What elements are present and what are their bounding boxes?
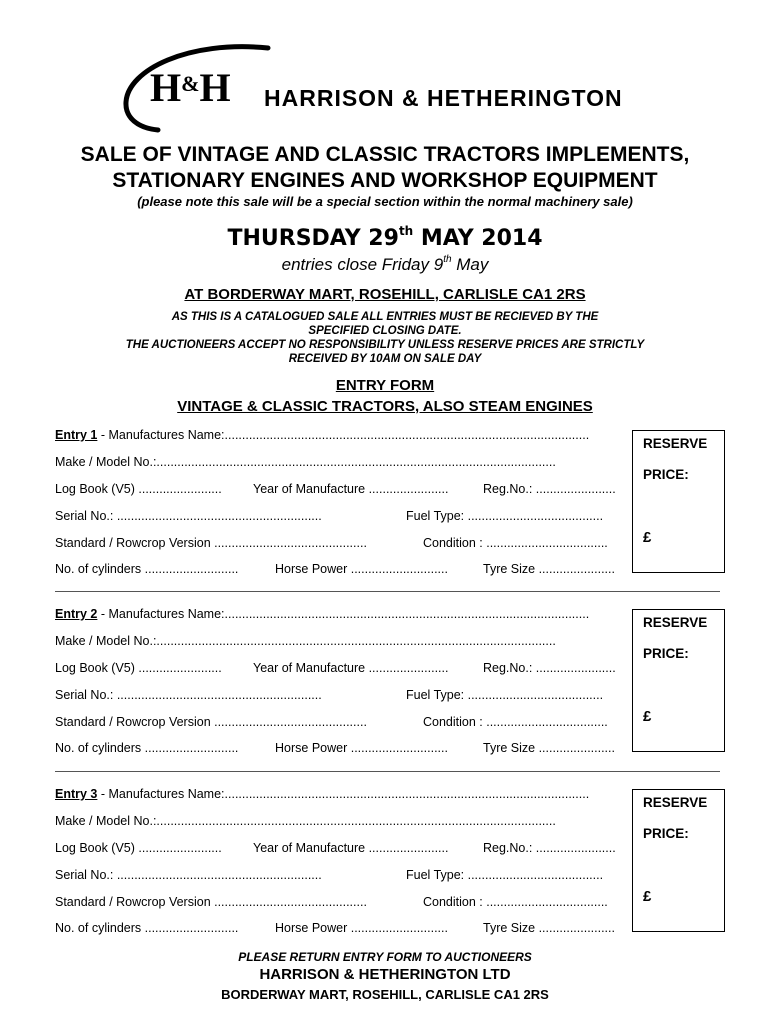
return-instruction: PLEASE RETURN ENTRY FORM TO AUCTIONEERS	[238, 950, 532, 964]
currency-symbol: £	[643, 529, 652, 546]
warning-line-1: AS THIS IS A CATALOGUED SALE ALL ENTRIES MUST BE RECIEVED BY THE	[171, 311, 599, 323]
fuel-field[interactable]: Fuel Type: .......................................	[406, 688, 604, 702]
logbook-field[interactable]: Log Book (V5) ........................	[55, 482, 222, 496]
reserve-label: RESERVE	[643, 615, 708, 630]
logo-company-name: HARRISON & HETHERINGTON	[264, 85, 623, 111]
reserve-price-box[interactable]	[632, 789, 725, 932]
company-logo	[118, 40, 648, 140]
entry-label: Entry 1	[55, 428, 98, 442]
horsepower-field[interactable]: Horse Power ............................	[275, 562, 448, 576]
entry-form-title: ENTRY FORM	[335, 377, 435, 394]
manufacturer-field[interactable]: Entry 2 - Manufactures Name:.........................................................................................................	[55, 607, 590, 621]
year-field[interactable]: Year of Manufacture .......................	[253, 482, 449, 496]
logo-mark: H&H	[150, 65, 230, 110]
serial-field[interactable]: Serial No.: ...........................................................	[55, 509, 322, 523]
condition-field[interactable]: Condition : ...................................	[423, 895, 608, 909]
condition-field[interactable]: Condition : ...................................	[423, 715, 608, 729]
sale-note: (please note this sale will be a special section within the normal machinery sale)	[137, 194, 633, 209]
sale-venue: AT BORDERWAY MART, ROSEHILL, CARLISLE CA1 2RS	[184, 286, 586, 303]
cylinders-field[interactable]: No. of cylinders ...........................	[55, 562, 239, 576]
footer-address: BORDERWAY MART, ROSEHILL, CARLISLE CA1 2RS	[221, 987, 549, 1002]
sale-title-line-2: STATIONARY ENGINES AND WORKSHOP EQUIPMENT	[112, 169, 658, 192]
manufacturer-field[interactable]: Entry 3 - Manufactures Name:.........................................................................................................	[55, 787, 590, 801]
entry-form-subtitle: VINTAGE & CLASSIC TRACTORS, ALSO STEAM ENGINES	[177, 398, 593, 415]
entry-block-1	[55, 428, 725, 598]
warning-line-2: SPECIFIED CLOSING DATE.	[308, 325, 462, 337]
entry-label: Entry 2	[55, 607, 98, 621]
footer-company-name: HARRISON & HETHERINGTON LTD	[259, 966, 511, 983]
price-label: PRICE:	[643, 646, 689, 661]
logbook-field[interactable]: Log Book (V5) ........................	[55, 661, 222, 675]
entry-divider	[55, 591, 720, 592]
tyre-field[interactable]: Tyre Size ......................	[483, 562, 615, 576]
model-field[interactable]: Make / Model No.:...................................................................................................................	[55, 634, 556, 648]
logbook-field[interactable]: Log Book (V5) ........................	[55, 841, 222, 855]
reg-field[interactable]: Reg.No.: .......................	[483, 661, 616, 675]
reg-field[interactable]: Reg.No.: .......................	[483, 841, 616, 855]
reg-field[interactable]: Reg.No.: .......................	[483, 482, 616, 496]
reserve-label: RESERVE	[643, 436, 708, 451]
entry-divider	[55, 771, 720, 772]
serial-field[interactable]: Serial No.: ...........................................................	[55, 688, 322, 702]
model-field[interactable]: Make / Model No.:...................................................................................................................	[55, 455, 556, 469]
condition-field[interactable]: Condition : ...................................	[423, 536, 608, 550]
entries-close-date: entries close Friday 9th May	[281, 254, 489, 274]
year-field[interactable]: Year of Manufacture .......................	[253, 661, 449, 675]
version-field[interactable]: Standard / Rowcrop Version ............................................	[55, 536, 367, 550]
manufacturer-field[interactable]: Entry 1 - Manufactures Name:.........................................................................................................	[55, 428, 590, 442]
fuel-field[interactable]: Fuel Type: .......................................	[406, 509, 604, 523]
fuel-field[interactable]: Fuel Type: .......................................	[406, 868, 604, 882]
warning-line-3: THE AUCTIONEERS ACCEPT NO RESPONSIBILITY UNLESS RESERVE PRICES ARE STRICTLY	[125, 339, 645, 351]
price-label: PRICE:	[643, 467, 689, 482]
serial-field[interactable]: Serial No.: ...........................................................	[55, 868, 322, 882]
tyre-field[interactable]: Tyre Size ......................	[483, 741, 615, 755]
sale-title-line-1: SALE OF VINTAGE AND CLASSIC TRACTORS IMPLEMENTS,	[80, 143, 690, 166]
version-field[interactable]: Standard / Rowcrop Version ............................................	[55, 895, 367, 909]
horsepower-field[interactable]: Horse Power ............................	[275, 741, 448, 755]
warning-line-4: RECEIVED BY 10AM ON SALE DAY	[288, 353, 482, 365]
currency-symbol: £	[643, 708, 652, 725]
entry-block-2	[55, 607, 725, 777]
entry-block-3	[55, 787, 725, 957]
sale-date: THURSDAY 29th MAY 2014	[227, 224, 543, 251]
entry-label: Entry 3	[55, 787, 98, 801]
cylinders-field[interactable]: No. of cylinders ...........................	[55, 741, 239, 755]
year-field[interactable]: Year of Manufacture .......................	[253, 841, 449, 855]
cylinders-field[interactable]: No. of cylinders ...........................	[55, 921, 239, 935]
tyre-field[interactable]: Tyre Size ......................	[483, 921, 615, 935]
version-field[interactable]: Standard / Rowcrop Version ............................................	[55, 715, 367, 729]
price-label: PRICE:	[643, 826, 689, 841]
model-field[interactable]: Make / Model No.:...................................................................................................................	[55, 814, 556, 828]
horsepower-field[interactable]: Horse Power ............................	[275, 921, 448, 935]
reserve-price-box[interactable]	[632, 430, 725, 573]
reserve-price-box[interactable]	[632, 609, 725, 752]
currency-symbol: £	[643, 888, 652, 905]
reserve-label: RESERVE	[643, 795, 708, 810]
